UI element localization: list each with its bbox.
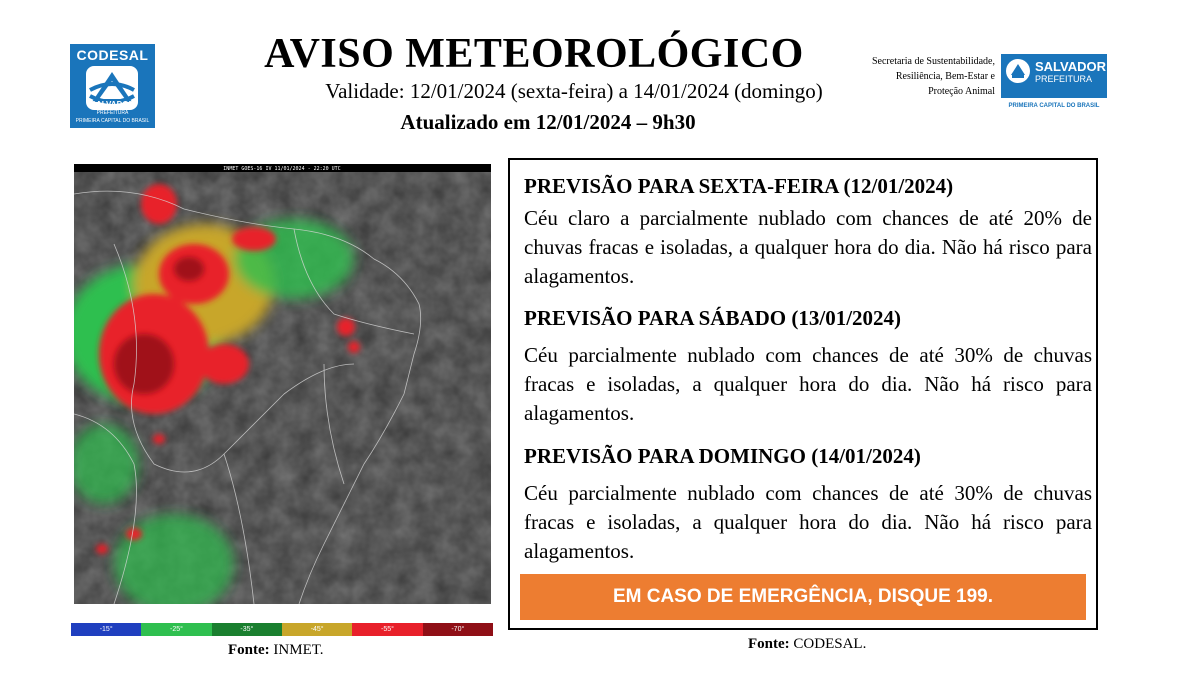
scale-step: -25° [141, 623, 211, 636]
scale-step: -15° [71, 623, 141, 636]
forecast-box [508, 158, 1098, 630]
forecast-title-sunday: PREVISÃO PARA DOMINGO (14/01/2024) [524, 444, 921, 468]
salvador-logo-tagline: PRIMEIRA CAPITAL DO BRASIL [1008, 103, 1100, 109]
scale-step: -45° [282, 623, 352, 636]
forecast-source-label: Fonte: [748, 636, 790, 652]
forecast-text-saturday: Céu parcialmente nublado com chances de até 30% de chuvas fracas e isoladas, a qualquer hora do dia. Não há risco para alagamentos. [524, 343, 1092, 425]
codesal-footer-tagline: PRIMEIRA CAPITAL DO BRASIL [75, 118, 150, 124]
satellite-source-label: Fonte: [228, 642, 270, 658]
satellite-image [74, 164, 491, 604]
updated-text: Atualizado em 12/01/2024 – 9h30 [400, 110, 696, 134]
salvador-logo [1001, 54, 1107, 109]
scale-step: -35° [212, 623, 282, 636]
forecast-title-friday: PREVISÃO PARA SEXTA-FEIRA (12/01/2024) [524, 174, 954, 198]
satellite-caption: INMET GOES-16 IV 11/01/2024 - 22:20 UTC [223, 166, 341, 172]
forecast-text-friday: Céu claro a parcialmente nublado com chances de até 20% de chuvas fracas e isoladas, a qualquer hora do dia. Não há risco para alagamentos. [524, 206, 1092, 288]
forecast-source [748, 636, 866, 653]
salvador-crest-icon [1005, 58, 1031, 84]
secretaria-line-3: Proteção Animal [928, 86, 995, 97]
forecast-text-sunday: Céu parcialmente nublado com chances de até 30% de chuvas fracas e isoladas, a qualquer hora do dia. Não há risco para alagamentos. [524, 481, 1092, 563]
satellite-map [74, 164, 491, 604]
codesal-logo-footer [70, 101, 155, 125]
secretaria-line-1: Secretaria de Sustentabilidade, [871, 56, 995, 67]
salvador-logo-name: SALVADOR [1035, 59, 1107, 74]
temperature-scale [71, 623, 493, 636]
codesal-logo [70, 44, 155, 128]
page-title: AVISO METEOROLÓGICO [264, 31, 804, 77]
validity-text: Validade: 12/01/2024 (sexta-feira) a 14/01/2024 (domingo) [325, 79, 823, 103]
scale-step: -55° [352, 623, 422, 636]
secretaria-text [855, 54, 995, 99]
forecast-title-saturday: PREVISÃO PARA SÁBADO (13/01/2024) [524, 306, 902, 330]
codesal-footer-sub: PREFEITURA [96, 110, 129, 116]
forecast-source-value: CODESAL. [789, 636, 867, 652]
satellite-source [228, 642, 324, 659]
satellite-source-value: INMET. [269, 642, 324, 658]
emergency-banner: EM CASO DE EMERGÊNCIA, DISQUE 199. [520, 574, 1086, 620]
scale-step: -70° [423, 623, 493, 636]
codesal-logo-name: CODESAL [76, 47, 149, 63]
salvador-logo-prefeitura: PREFEITURA [1035, 74, 1093, 84]
codesal-footer-text: SALVADOR [90, 100, 135, 109]
secretaria-line-2: Resiliência, Bem-Estar e [895, 71, 995, 82]
